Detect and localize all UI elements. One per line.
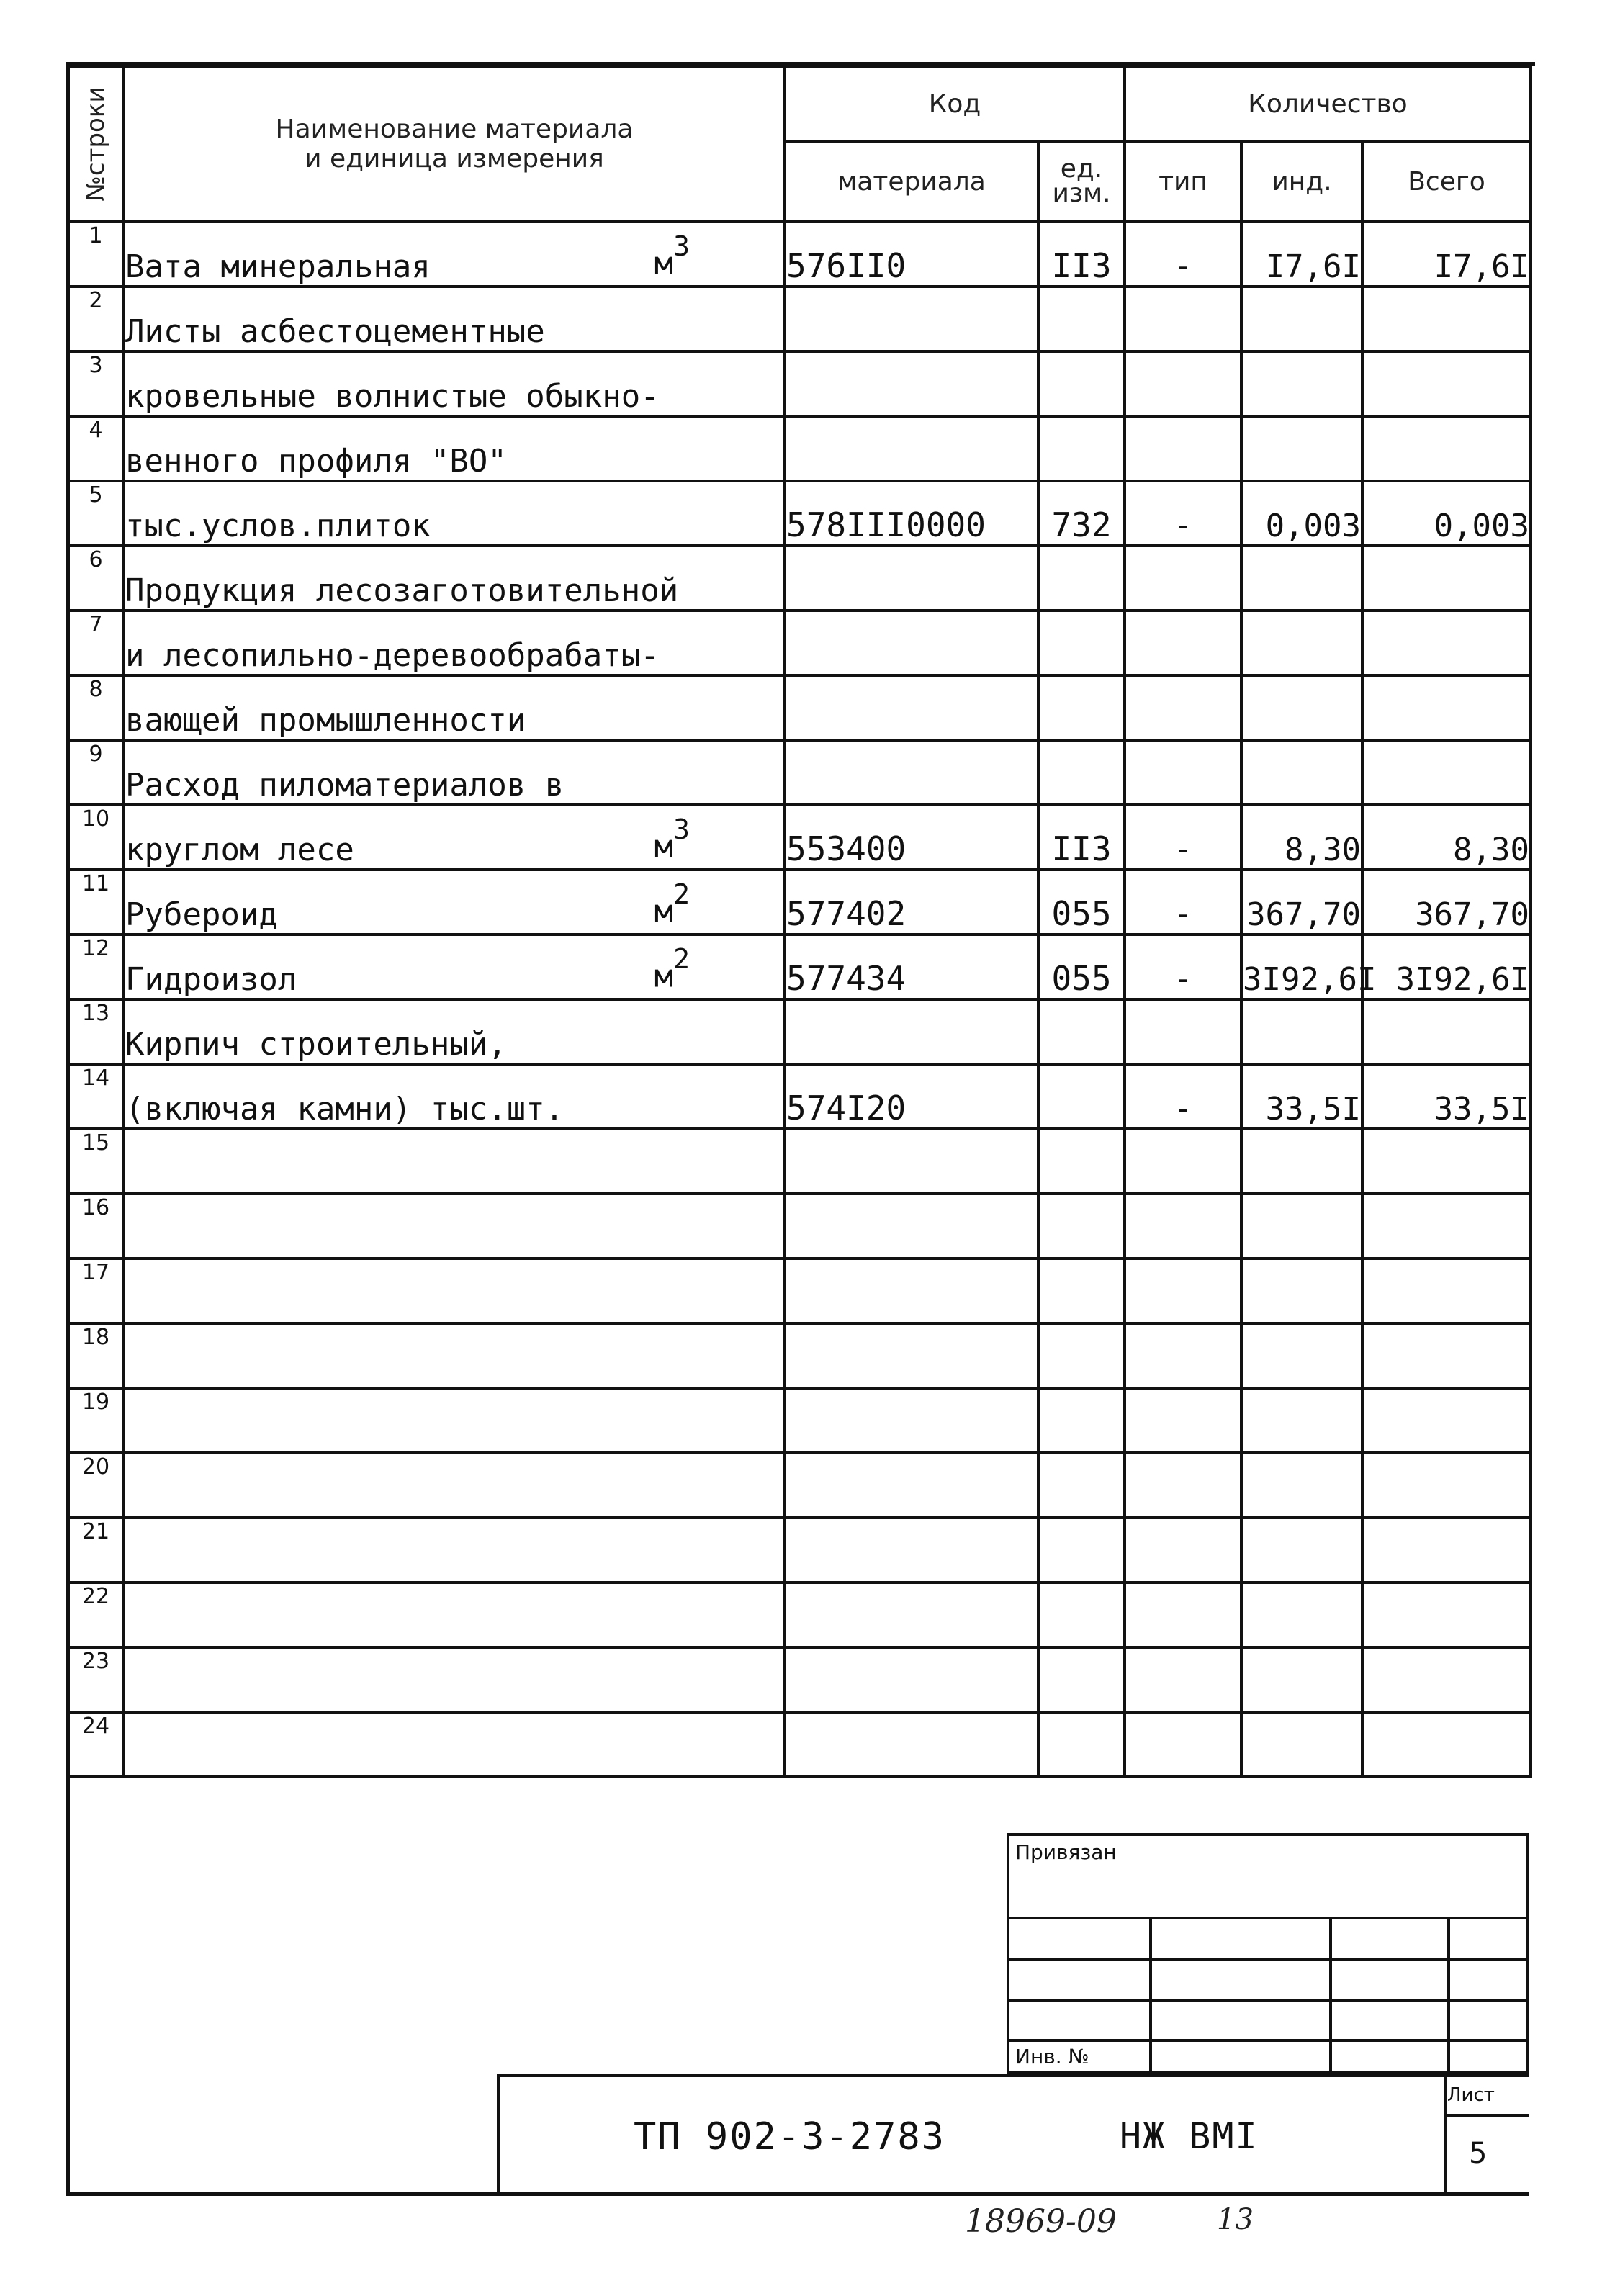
table-row	[68, 287, 1531, 351]
unit-code	[1038, 1583, 1125, 1647]
type-value	[1125, 287, 1241, 351]
row-number: 14	[68, 1064, 124, 1129]
type-value: -	[1125, 481, 1241, 546]
type-value: -	[1125, 935, 1241, 999]
header-material: материала	[785, 141, 1038, 222]
total-value	[1362, 1518, 1531, 1583]
material-name	[124, 675, 785, 740]
table-row	[68, 870, 1531, 935]
handwritten-page: 13	[1217, 2203, 1254, 2236]
total-value: 3I92,6I	[1362, 935, 1531, 999]
type-value	[1125, 740, 1241, 805]
material-name	[124, 805, 785, 870]
row-number: 18	[68, 1323, 124, 1388]
ind-value	[1241, 740, 1362, 805]
material-name	[124, 481, 785, 546]
stamp-vline-3	[1447, 1917, 1450, 2074]
row-number: 19	[68, 1388, 124, 1453]
ind-value	[1241, 611, 1362, 675]
table-row	[68, 611, 1531, 675]
bound-label: Привязан	[1015, 1840, 1117, 1864]
type-value: -	[1125, 222, 1241, 287]
row-number: 15	[68, 1129, 124, 1194]
unit-code	[1038, 1129, 1125, 1194]
material-name	[124, 1583, 785, 1647]
unit-code	[1038, 1388, 1125, 1453]
material-code	[785, 1518, 1038, 1583]
header-name-line2: и единица измерения	[305, 144, 604, 174]
sheet-label: Лист	[1447, 2084, 1495, 2106]
unit-code	[1038, 1323, 1125, 1388]
material-name	[124, 1064, 785, 1129]
material-name	[124, 1259, 785, 1323]
material-name-text: Гидроизол	[125, 961, 297, 998]
material-code	[785, 1129, 1038, 1194]
material-name	[124, 999, 785, 1064]
total-value	[1362, 1323, 1531, 1388]
unit-text: м	[654, 958, 674, 995]
ind-value	[1241, 1453, 1362, 1518]
handwritten-number: 18969-09	[965, 2203, 1117, 2240]
total-value	[1362, 416, 1531, 481]
row-number: 24	[68, 1712, 124, 1777]
table-row	[68, 1064, 1531, 1129]
stamp-line-4	[1007, 2039, 1529, 2042]
unit-label	[654, 943, 690, 995]
type-value	[1125, 1712, 1241, 1777]
row-number: 3	[68, 351, 124, 416]
type-value	[1125, 675, 1241, 740]
material-name	[124, 416, 785, 481]
unit-text: м	[654, 893, 674, 930]
unit-exponent: 2	[673, 943, 690, 976]
total-value	[1362, 1453, 1531, 1518]
table-row	[68, 1712, 1531, 1777]
row-number: 11	[68, 870, 124, 935]
unit-code	[1038, 675, 1125, 740]
table-row	[68, 1583, 1531, 1647]
total-value: 33,5I	[1362, 1064, 1531, 1129]
material-name-text: Расход пиломатериалов в	[125, 767, 564, 803]
unit-code	[1038, 1647, 1125, 1712]
unit-code: 055	[1038, 870, 1125, 935]
material-name-text: кровельные волнистые обыкно-	[125, 378, 660, 415]
type-value	[1125, 416, 1241, 481]
material-code	[785, 287, 1038, 351]
ind-value: I7,6I	[1241, 222, 1362, 287]
row-number: 9	[68, 740, 124, 805]
ind-value	[1241, 1518, 1362, 1583]
unit-code	[1038, 740, 1125, 805]
type-value	[1125, 611, 1241, 675]
material-name	[124, 287, 785, 351]
header-row-number: №строки	[68, 66, 124, 222]
type-value	[1125, 1583, 1241, 1647]
material-name-text: Рубероид	[125, 896, 278, 933]
stamp-line-1	[1007, 1917, 1529, 1919]
unit-code	[1038, 1194, 1125, 1259]
unit-exponent: 3	[673, 230, 690, 263]
material-name	[124, 611, 785, 675]
unit-code	[1038, 1518, 1125, 1583]
total-value	[1362, 1259, 1531, 1323]
material-name	[124, 1518, 785, 1583]
type-value	[1125, 1323, 1241, 1388]
ind-value	[1241, 1583, 1362, 1647]
unit-code	[1038, 416, 1125, 481]
material-code	[785, 675, 1038, 740]
table-row	[68, 416, 1531, 481]
total-value	[1362, 1129, 1531, 1194]
material-name-text: вающей промышленности	[125, 702, 526, 739]
ind-value	[1241, 416, 1362, 481]
unit-code: 055	[1038, 935, 1125, 999]
material-name-text: круглом лесе	[125, 832, 354, 868]
ind-value: 367,70	[1241, 870, 1362, 935]
type-value: -	[1125, 805, 1241, 870]
material-name	[124, 740, 785, 805]
total-value	[1362, 611, 1531, 675]
unit-code	[1038, 287, 1125, 351]
table-row	[68, 1647, 1531, 1712]
header-total: Всего	[1362, 141, 1531, 222]
sheet-number: 5	[1469, 2137, 1488, 2170]
unit-code: 732	[1038, 481, 1125, 546]
table-row	[68, 1323, 1531, 1388]
material-code: 577434	[785, 935, 1038, 999]
document-code: ТП 902-3-2783	[634, 2115, 945, 2158]
material-code	[785, 999, 1038, 1064]
document-mark: НЖ ВМI	[1120, 2115, 1259, 2157]
material-code: 574I20	[785, 1064, 1038, 1129]
ind-value	[1241, 287, 1362, 351]
row-number: 8	[68, 675, 124, 740]
total-value	[1362, 1194, 1531, 1259]
material-name-text: тыс.услов.плиток	[125, 508, 431, 544]
row-number: 1	[68, 222, 124, 287]
type-value: -	[1125, 1064, 1241, 1129]
material-name	[124, 1712, 785, 1777]
inv-no-label: Инв. №	[1015, 2045, 1089, 2068]
row-number: 2	[68, 287, 124, 351]
total-value	[1362, 287, 1531, 351]
total-value	[1362, 351, 1531, 416]
unit-code	[1038, 546, 1125, 611]
material-code: 578III0000	[785, 481, 1038, 546]
table-row	[68, 1518, 1531, 1583]
ind-value	[1241, 1388, 1362, 1453]
material-code	[785, 1388, 1038, 1453]
sheet-label-line	[1444, 2114, 1529, 2117]
ind-value	[1241, 675, 1362, 740]
total-value	[1362, 1712, 1531, 1777]
ind-value: 8,30	[1241, 805, 1362, 870]
type-value	[1125, 999, 1241, 1064]
material-code	[785, 1583, 1038, 1647]
material-name	[124, 1453, 785, 1518]
material-name	[124, 935, 785, 999]
unit-code	[1038, 1712, 1125, 1777]
row-number: 17	[68, 1259, 124, 1323]
table-row	[68, 1388, 1531, 1453]
material-name	[124, 546, 785, 611]
row-number: 6	[68, 546, 124, 611]
type-value	[1125, 1194, 1241, 1259]
material-code	[785, 351, 1038, 416]
unit-exponent: 3	[673, 814, 690, 846]
material-name	[124, 1388, 785, 1453]
row-number: 10	[68, 805, 124, 870]
material-name	[124, 351, 785, 416]
row-number: 7	[68, 611, 124, 675]
table-row	[68, 222, 1531, 287]
material-name-text: Кирпич строительный,	[125, 1026, 507, 1063]
unit-code	[1038, 1064, 1125, 1129]
total-value	[1362, 675, 1531, 740]
material-name-text: Продукция лесозаготовительной	[125, 572, 679, 609]
material-code: 577402	[785, 870, 1038, 935]
materials-table	[66, 65, 1532, 1778]
type-value	[1125, 1388, 1241, 1453]
material-name	[124, 1323, 785, 1388]
material-code	[785, 546, 1038, 611]
unit-code: II3	[1038, 805, 1125, 870]
row-number: 21	[68, 1518, 124, 1583]
type-value	[1125, 1453, 1241, 1518]
unit-code	[1038, 999, 1125, 1064]
stamp-vline-1	[1149, 1917, 1152, 2074]
material-code	[785, 1259, 1038, 1323]
material-name	[124, 1647, 785, 1712]
table-row	[68, 351, 1531, 416]
binding-stamp	[1007, 1833, 1529, 2074]
material-code	[785, 1323, 1038, 1388]
type-value	[1125, 1518, 1241, 1583]
row-number: 16	[68, 1194, 124, 1259]
table-row	[68, 740, 1531, 805]
ind-value	[1241, 1323, 1362, 1388]
total-value	[1362, 546, 1531, 611]
header-name	[124, 66, 785, 222]
table-row	[68, 805, 1531, 870]
ind-value	[1241, 1194, 1362, 1259]
type-value: -	[1125, 870, 1241, 935]
material-code	[785, 1647, 1038, 1712]
unit-text: м	[654, 829, 674, 865]
ind-value	[1241, 1647, 1362, 1712]
ind-value: 33,5I	[1241, 1064, 1362, 1129]
total-value	[1362, 1583, 1531, 1647]
unit-label	[654, 814, 690, 865]
type-value	[1125, 1259, 1241, 1323]
row-number: 23	[68, 1647, 124, 1712]
total-value: I7,6I	[1362, 222, 1531, 287]
unit-label	[654, 878, 690, 930]
material-code	[785, 740, 1038, 805]
unit-code	[1038, 351, 1125, 416]
total-value: 8,30	[1362, 805, 1531, 870]
material-name-text: (включая камни) тыс.шт.	[125, 1091, 564, 1127]
material-name-text: венного профиля "ВО"	[125, 443, 507, 480]
row-number: 12	[68, 935, 124, 999]
unit-code: II3	[1038, 222, 1125, 287]
ind-value	[1241, 1712, 1362, 1777]
ind-value: 3I92,6I	[1241, 935, 1362, 999]
ind-value: 0,003	[1241, 481, 1362, 546]
table-row	[68, 935, 1531, 999]
material-code	[785, 1712, 1038, 1777]
material-code	[785, 611, 1038, 675]
total-value	[1362, 740, 1531, 805]
type-value	[1125, 1129, 1241, 1194]
material-code	[785, 416, 1038, 481]
header-code: Код	[785, 66, 1125, 141]
material-name	[124, 1129, 785, 1194]
ind-value	[1241, 1259, 1362, 1323]
table-row	[68, 1453, 1531, 1518]
header-quantity: Количество	[1125, 66, 1531, 141]
material-name	[124, 222, 785, 287]
stamp-line-2	[1007, 1958, 1529, 1961]
material-name-text: Вата минеральная	[125, 248, 431, 285]
unit-exponent: 2	[673, 878, 690, 911]
header-unit-code: ед. изм.	[1038, 141, 1125, 222]
unit-code	[1038, 1453, 1125, 1518]
material-name	[124, 870, 785, 935]
row-number: 5	[68, 481, 124, 546]
material-name-text: Листы асбестоцементные	[125, 313, 545, 350]
material-code	[785, 1453, 1038, 1518]
table-row	[68, 1129, 1531, 1194]
unit-code	[1038, 1259, 1125, 1323]
table-row	[68, 1259, 1531, 1323]
table-row	[68, 675, 1531, 740]
material-code: 576II0	[785, 222, 1038, 287]
material-name	[124, 1194, 785, 1259]
header-name-line1: Наименование материала	[275, 114, 634, 144]
total-value	[1362, 1388, 1531, 1453]
header-type: тип	[1125, 141, 1241, 222]
row-number: 22	[68, 1583, 124, 1647]
table-row	[68, 999, 1531, 1064]
unit-label	[654, 230, 690, 282]
stamp-line-3	[1007, 1999, 1529, 2002]
table-row	[68, 1194, 1531, 1259]
total-value: 367,70	[1362, 870, 1531, 935]
type-value	[1125, 351, 1241, 416]
material-name-text: и лесопильно-деревообрабаты-	[125, 637, 660, 674]
header-ind: инд.	[1241, 141, 1362, 222]
row-number: 20	[68, 1453, 124, 1518]
ind-value	[1241, 546, 1362, 611]
table-row	[68, 481, 1531, 546]
total-value	[1362, 1647, 1531, 1712]
table-row	[68, 546, 1531, 611]
ind-value	[1241, 999, 1362, 1064]
material-code: 553400	[785, 805, 1038, 870]
type-value	[1125, 1647, 1241, 1712]
total-value	[1362, 999, 1531, 1064]
row-number: 4	[68, 416, 124, 481]
type-value	[1125, 546, 1241, 611]
ind-value	[1241, 1129, 1362, 1194]
unit-text: м	[654, 246, 674, 282]
total-value: 0,003	[1362, 481, 1531, 546]
ind-value	[1241, 351, 1362, 416]
stamp-vline-2	[1329, 1917, 1332, 2074]
material-code	[785, 1194, 1038, 1259]
unit-code	[1038, 611, 1125, 675]
row-number: 13	[68, 999, 124, 1064]
